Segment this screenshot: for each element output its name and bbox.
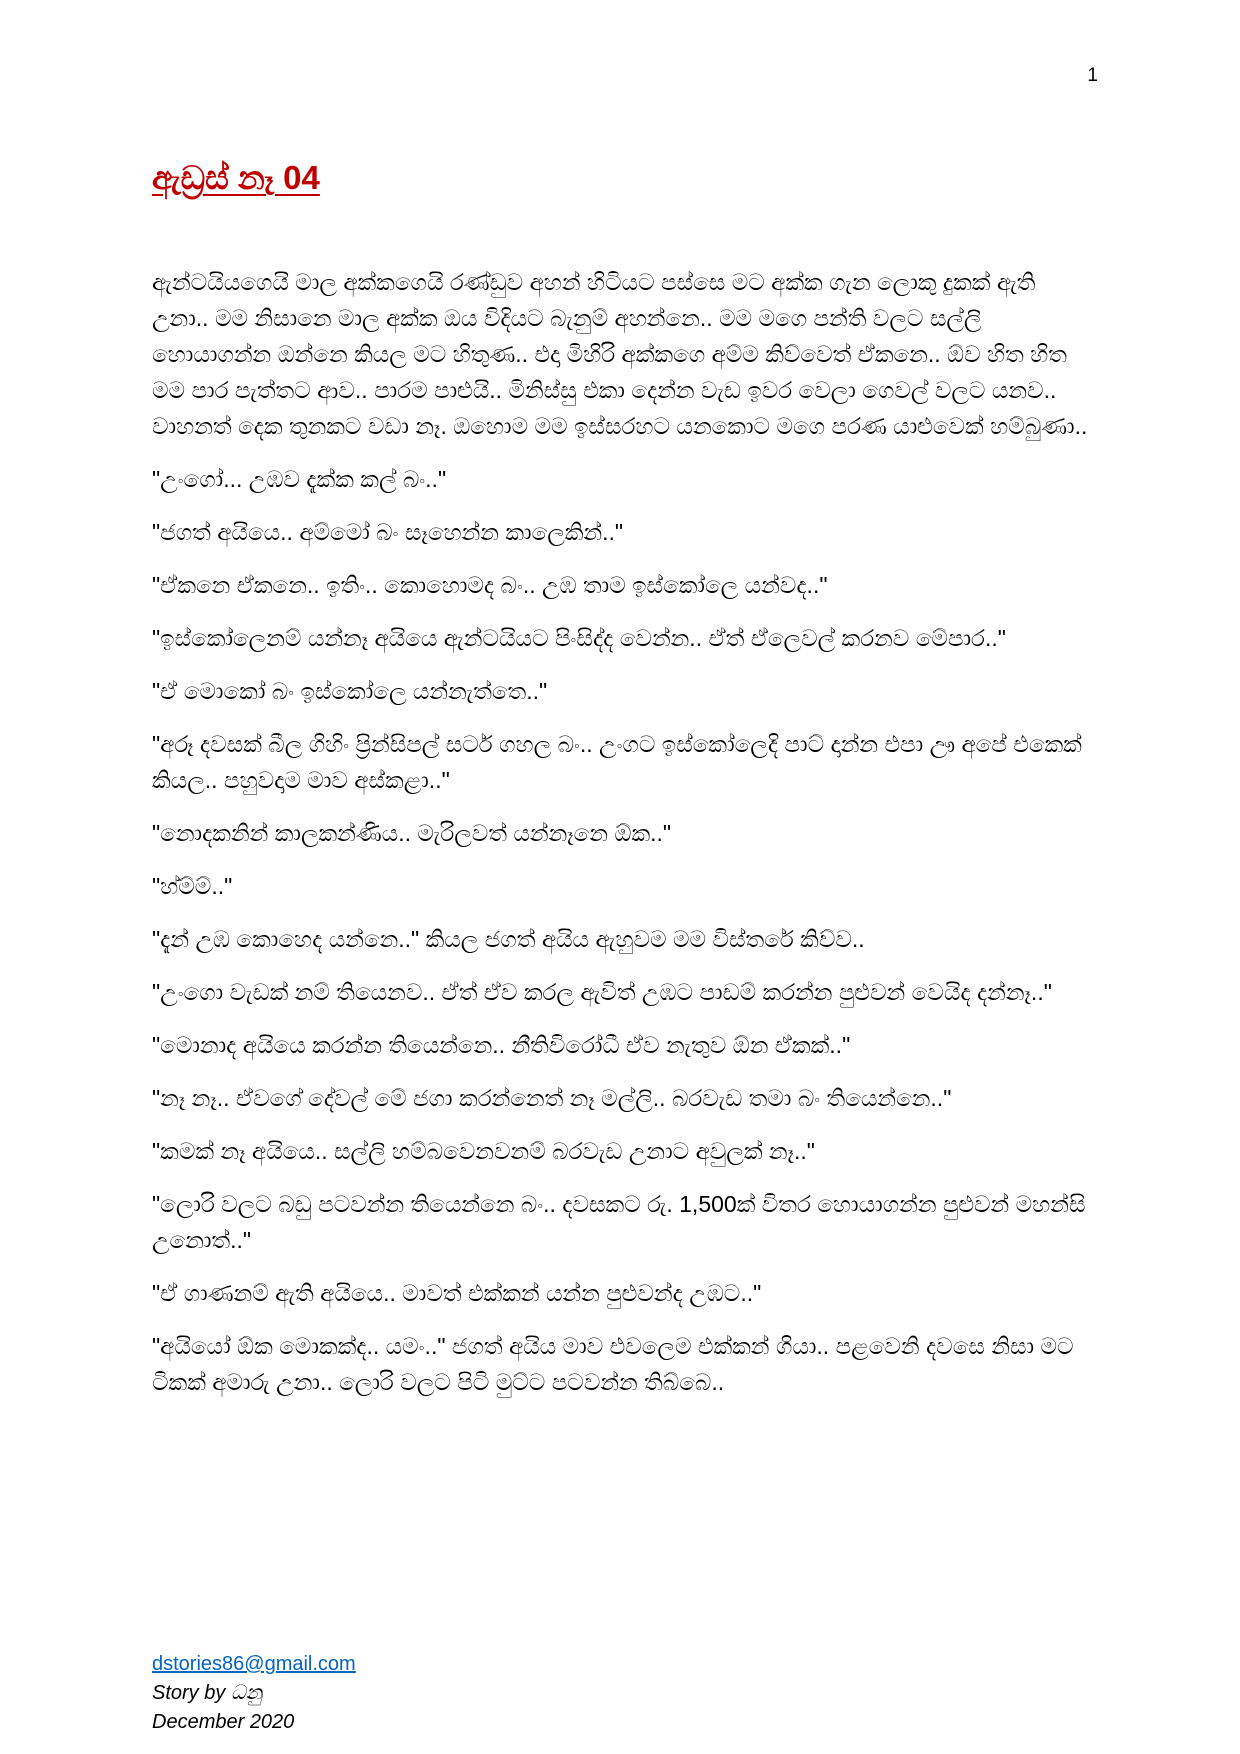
narrative-paragraph: ඇන්ටයියගෙයි මාල අක්කගෙයි රණ්ඩුව අහන් හිටියට පස්සෙ මට අක්ක ගැන ලොකු දුකක් ඇති උනා.. මම නිසානෙ මාල අක්ක ඔය විදියට බැනුම් අහන්නෙ.. මම මගෙ පන්ති වලට සල්ලි හොයාගන්න ඔන්නෙ කියල මට හිතුණ.. එදා මිහිරි අක්කගෙ අම්ම කිව්වෙත් ඒකනෙ.. ඕව හිත හිත මම පාර පැත්තට ආව.. පාරම පාළුයි.. මිනිස්සු එකා දෙන්න වැඩ ඉවර වෙලා ගෙවල් වලට යනව.. වාහනත් දෙක තුනකට වඩා නෑ. ඔහොම මම ඉස්සරහට යනකොට මගෙ පරණ යාළුවෙක් හම්බුණා.. [152,269,1088,439]
dialogue-line: "උංගෝ... උඹව දැක්ක කල් බං.." [152,466,447,492]
dialogue-line: "නොදකනින් කාලකන්ණිය.. මැරිලවත් යන්නෑනෙ ඕක.." [152,820,672,846]
dialogue-line: "කමක් නෑ අයියෙ.. සල්ලි හම්බවෙනවනම් බරවැඩ උනාට අවුලක් නෑ.." [152,1138,815,1164]
page-footer [152,1650,752,1737]
dialogue-line: "ඉස්කෝලෙනම් යන්නෑ අයියෙ ඇන්ටයියට පිංසිද්ද වෙන්න.. ඒත් ඒලෙවල් කරනව මේපාර.." [152,625,1006,651]
dialogue-line: "අරූ දවසක් බීල ගිහිං ප්‍රින්සිපල් සර්ට ගහල බං.. උංගට ඉස්කෝලෙදි පාට් දාන්න එපා ඌ අපේ එකෙක් කියල.. පහුවදාම මාව අස්කළා.." [152,731,1082,793]
dialogue-line: "නෑ නෑ.. ඒවගේ දේවල් මේ ජගා කරන්නෙත් නෑ මල්ලි.. බරවැඩ තමා බං තියෙන්නෙ.." [152,1085,952,1111]
dialogue-line: "හ්ම්ම්.." [152,873,233,899]
story-title: ඇඩ්‍රස් නෑ 04 [152,159,320,196]
dialogue-line: "ඒ ගාණනම් ඇති අයියෙ.. මාවත් එක්කන් යන්න පුළුවන්ද උඹට.." [152,1280,762,1306]
dialogue-line: "ලොරි වලට බඩු පටවන්න තියෙන්නෙ බං.. දවසකට රු. 1,500ක් විතර හොයාගන්න පුළුවන් මහන්සි උනොත්.." [152,1191,1086,1253]
dialogue-line: "දැන් උඹ කොහෙද යන්නෙ.." කියල ජගත් අයිය ඇහුවම මම විස්තරේ කිව්ව.. [152,926,865,952]
author-credit: Story by ධනු [152,1682,262,1704]
page-number: 1 [1087,65,1098,86]
story-body [152,264,1098,1634]
dialogue-line: "ඒ මොකෝ බං ඉස්කෝලෙ යන්නැත්තෙ.." [152,678,548,704]
dialogue-line: "ජගත් අයියෙ.. අම්මෝ බං සෑහෙන්න කාලෙකින්.." [152,519,624,545]
publication-date: December 2020 [152,1711,295,1733]
dialogue-line: "ඒකනෙ ඒකනෙ.. ඉතිං.. කොහොමද බං.. උඹ තාම ඉස්කෝලෙ යන්වද.." [152,572,828,598]
dialogue-line: "අයියෝ ඕක මොකක්ද.. යමං.." ජගත් අයිය මාව එවලෙම එක්කන් ගියා.. පළවෙනි දවසෙ නිසා මට ටිකක් අමාරු උනා.. ලොරි වලට පිටි මුට්ට පටවන්න තිබ්බෙ.. [152,1333,1074,1395]
email-link[interactable]: dstories86@gmail.com [152,1653,356,1675]
dialogue-line: "මොනාද අයියෙ කරන්න තියෙන්නෙ.. නීතිවිරෝධී ඒව නැතුව ඕන ඒකක්.." [152,1032,851,1058]
dialogue-line: "උංගො වැඩක් නම් තියෙනව.. ඒත් ඒව කරල ඇවිත් උඹට පාඩම් කරන්න පුළුවන් වෙයිද දන්නෑ.." [152,979,1052,1005]
